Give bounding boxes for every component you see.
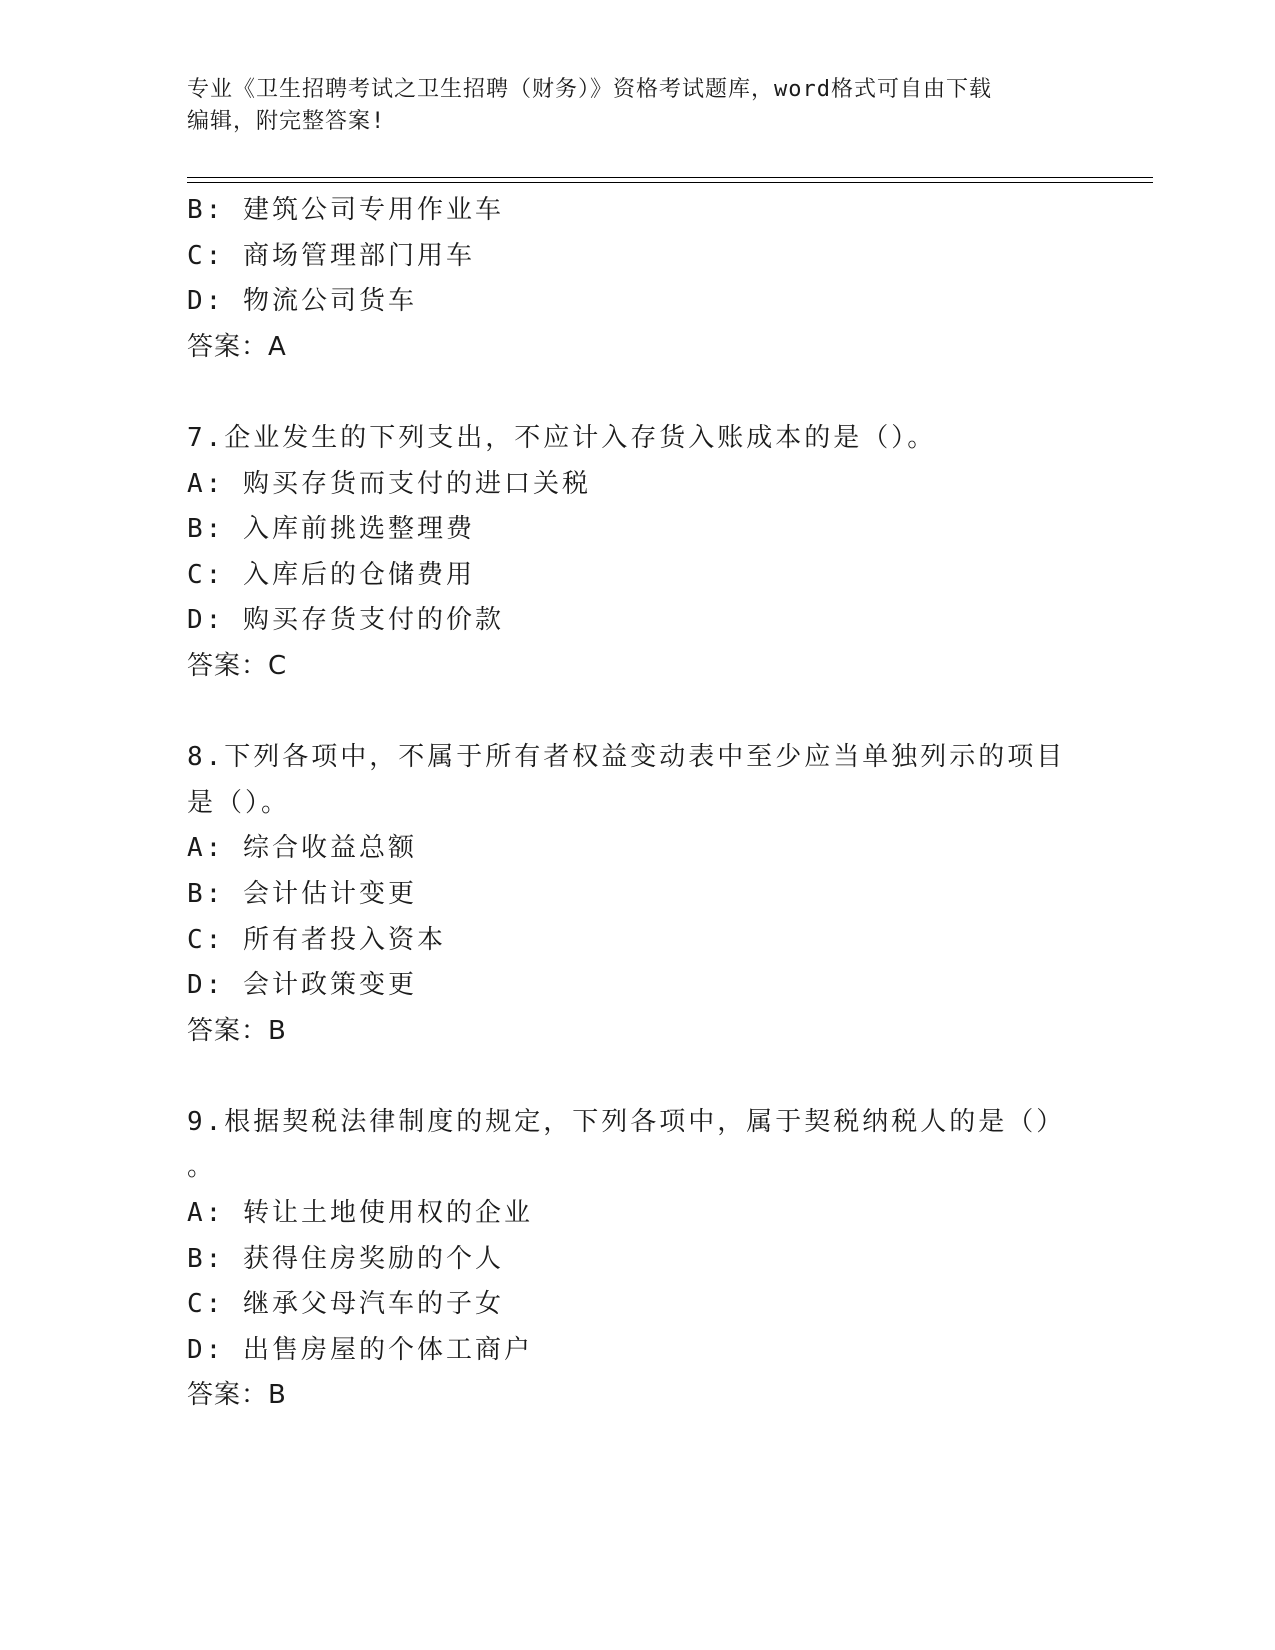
answer-line: 答案：C: [187, 650, 288, 681]
answer-line: 答案：B: [187, 1380, 287, 1411]
question-block-continued: [187, 188, 1077, 370]
question-title: 8.下列各项中，不属于所有者权益变动表中至少应当单独列示的项目: [187, 742, 1066, 773]
option-d: D: 物流公司货车: [187, 286, 417, 317]
option-a: A: 购买存货而支付的进口关税: [187, 468, 591, 499]
option-a: A: 综合收益总额: [187, 833, 417, 864]
header-rule-top: [187, 177, 1153, 178]
question-title: 9.根据契税法律制度的规定，下列各项中，属于契税纳税人的是（）: [187, 1106, 1066, 1137]
question-list: [187, 188, 1077, 1419]
option-c: C: 继承父母汽车的子女: [187, 1289, 504, 1320]
option-b: B: 会计估计变更: [187, 878, 417, 909]
question-block-7: [187, 416, 1077, 690]
header-line-2: 编辑，附完整答案!: [187, 109, 386, 134]
option-c: C: 入库后的仓储费用: [187, 559, 475, 590]
answer-line: 答案：A: [187, 331, 287, 362]
question-block-9: [187, 1100, 1077, 1419]
option-d: D: 出售房屋的个体工商户: [187, 1334, 533, 1365]
option-b: B: 入库前挑选整理费: [187, 514, 475, 545]
question-block-8: [187, 735, 1077, 1054]
option-a: A: 转让土地使用权的企业: [187, 1198, 533, 1229]
option-c: C: 商场管理部门用车: [187, 240, 475, 271]
option-d: D: 购买存货支付的价款: [187, 605, 504, 636]
document-header: [187, 74, 1067, 138]
option-b: B: 获得住房奖励的个人: [187, 1243, 504, 1274]
question-title-continued: 。: [187, 1152, 217, 1183]
header-line-1: 专业《卫生招聘考试之卫生招聘（财务）》资格考试题库，word格式可自由下载: [187, 77, 992, 102]
option-c: C: 所有者投入资本: [187, 924, 446, 955]
answer-line: 答案：B: [187, 1015, 287, 1046]
option-d: D: 会计政策变更: [187, 970, 417, 1001]
question-title-continued: 是（）。: [187, 787, 291, 818]
option-b: B: 建筑公司专用作业车: [187, 195, 504, 225]
header-rule-bottom: [187, 182, 1153, 183]
question-title: 7.企业发生的下列支出，不应计入存货入账成本的是（）。: [187, 422, 937, 453]
